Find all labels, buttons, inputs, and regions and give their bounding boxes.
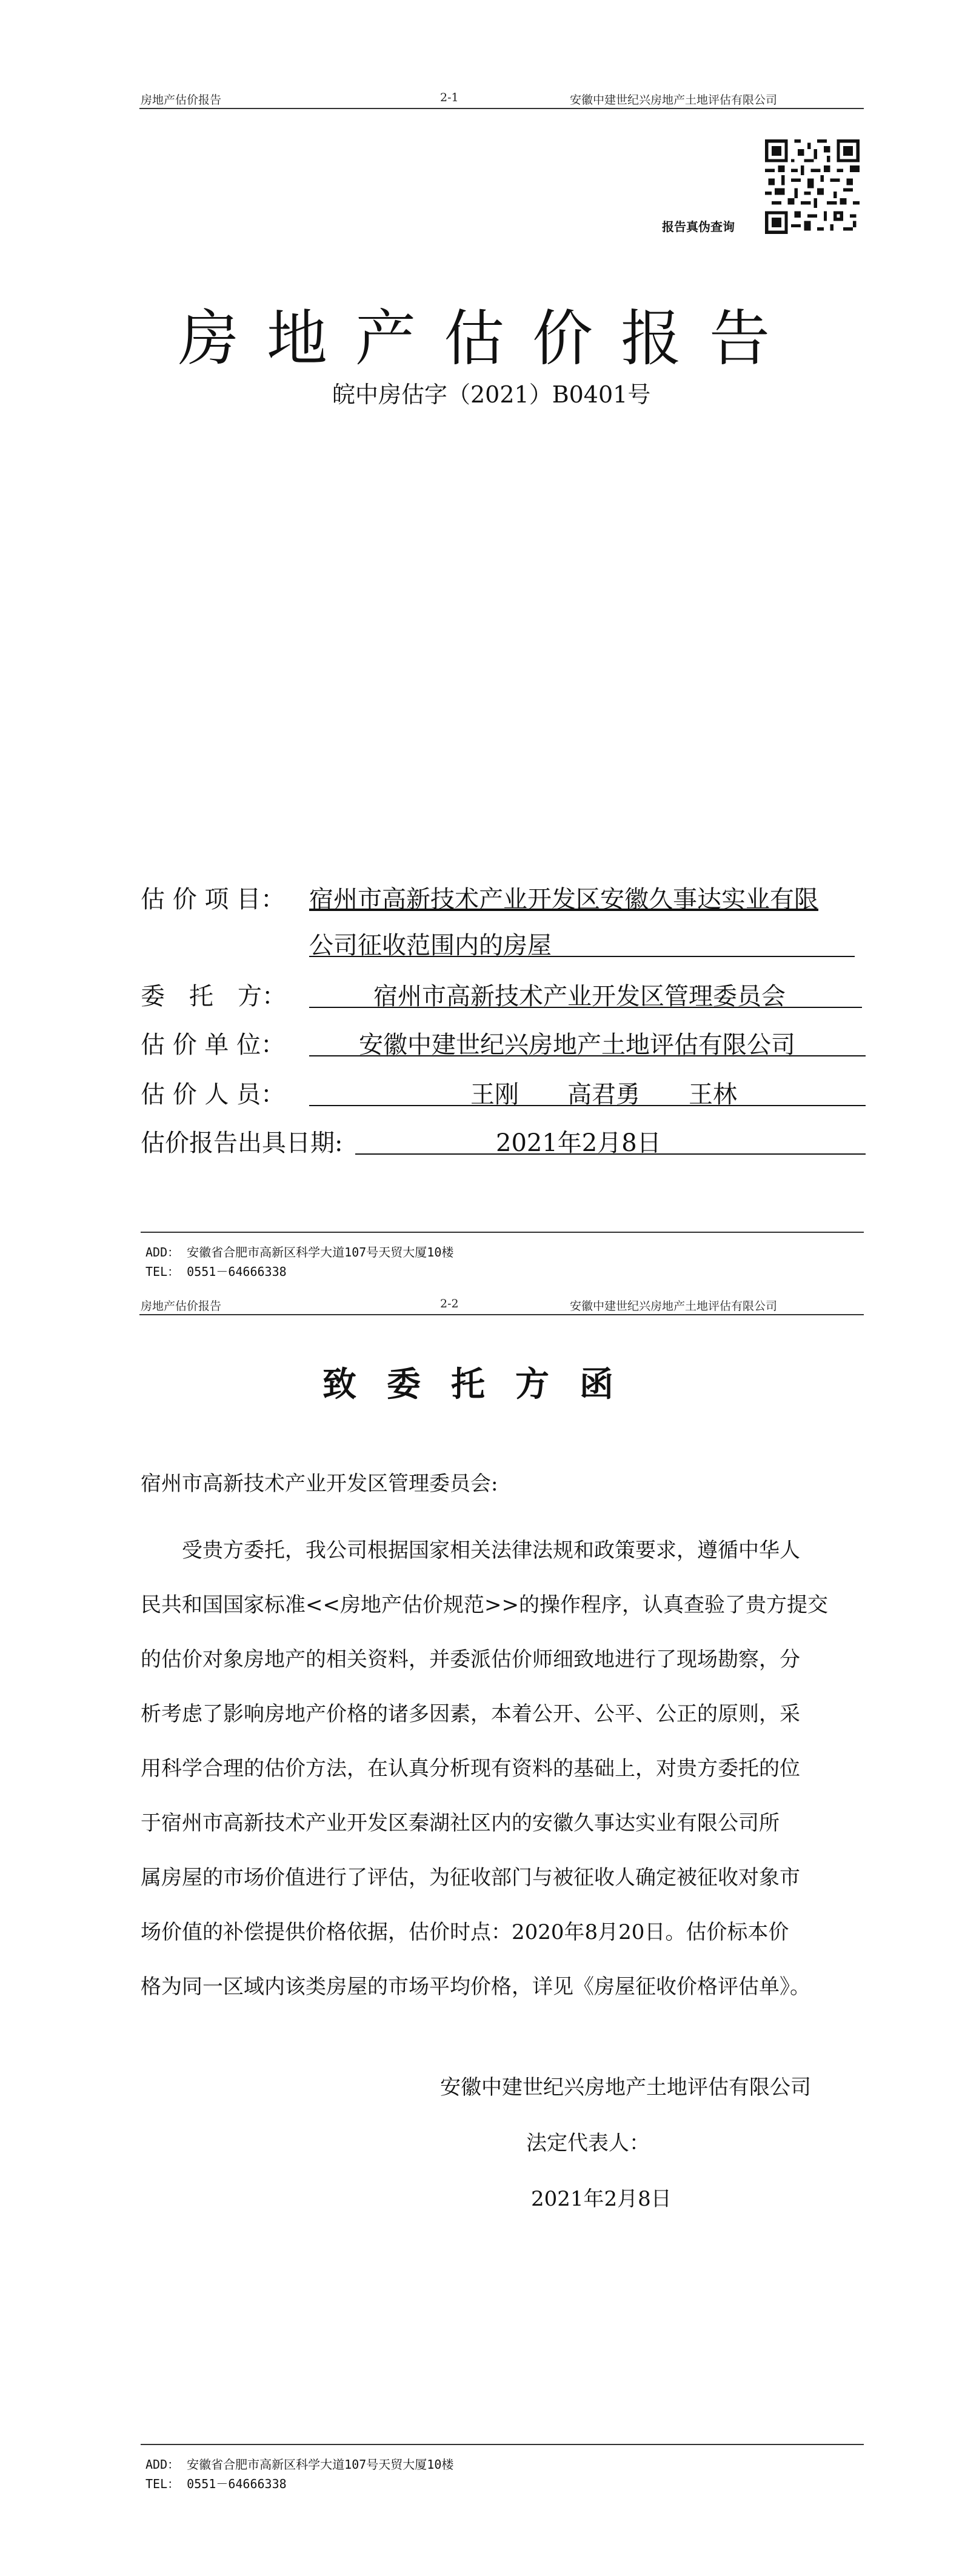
body-line: 格为同一区域内该类房屋的市场平均价格，详见《房屋征收价格评估单》。 [141,1975,810,1999]
project-value-line1: 宿州市高新技术产业开发区安徽久事达实业有限 [309,886,818,913]
client-value: 宿州市高新技术产业开发区管理委员会 [373,983,786,1010]
appraisers-label: 估 价 人 员： [141,1081,286,1109]
signature-representative: 法定代表人： [526,2131,650,2155]
client-label: 委 托 方： [141,983,286,1010]
date-value: 2021年2月8日 [496,1129,661,1157]
header-left: 房地产估价报告 [141,93,222,107]
header-rule [139,108,864,109]
unit-value: 安徽中建世纪兴房地产土地评估有限公司 [359,1031,795,1059]
body-line: 属房屋的市场价值进行了评估，为征收部门与被征收人确定被征收对象市 [141,1866,800,1890]
header-rule [139,1314,864,1315]
project-value-line2: 公司征收范围内的房屋 [309,932,552,959]
appraisers-underline [309,1105,866,1106]
appraisers-value: 王刚 高君勇 王林 [470,1081,737,1109]
report-title: 房地产估价报告 [178,303,798,374]
footer-tel: TEL： 0551－64666338 [145,1264,287,1279]
body-line: 析考虑了影响房地产价格的诸多因素，本着公开、公平、公正的原则，采 [141,1702,800,1726]
report-number: 皖中房估字（2021）B0401号 [332,381,651,408]
date-underline [355,1153,866,1155]
header-right: 安徽中建世纪兴房地产土地评估有限公司 [570,1300,778,1313]
client-underline [309,1007,862,1008]
header-right: 安徽中建世纪兴房地产土地评估有限公司 [570,93,778,107]
header-page-number: 2-2 [440,1297,459,1310]
body-line: 于宿州市高新技术产业开发区秦湖社区内的安徽久事达实业有限公司所 [141,1811,780,1835]
qr-caption: 报告真伪查询 [662,219,735,234]
footer-tel: TEL： 0551－64666338 [145,2477,287,2491]
project-underline [309,956,855,957]
unit-underline [309,1055,866,1056]
footer-address: ADD： 安徽省合肥市高新区科学大道107号天贸大厦10楼 [145,1245,454,1260]
footer-rule [141,1232,864,1233]
signature-date: 2021年2月8日 [531,2187,672,2211]
footer-rule [141,2444,864,2445]
body-line: 受贵方委托，我公司根据国家相关法律法规和政策要求，遵循中华人 [182,1538,800,1563]
body-line: 用科学合理的估价方法，在认真分析现有资料的基础上，对贵方委托的位 [141,1757,800,1781]
header-left: 房地产估价报告 [141,1300,222,1313]
letter-title: 致委托方函 [322,1364,644,1404]
signature-company: 安徽中建世纪兴房地产土地评估有限公司 [440,2075,811,2100]
header-page-number: 2-1 [440,91,459,104]
unit-label: 估 价 单 位： [141,1031,286,1059]
letter-salutation: 宿州市高新技术产业开发区管理委员会: [141,1472,498,1496]
project-label: 估 价 项 目： [141,886,286,913]
body-line: 的估价对象房地产的相关资料，并委派估价师细致地进行了现场勘察，分 [141,1647,800,1672]
qr-code-icon[interactable] [765,139,860,236]
body-line: 场价值的补偿提供价格依据，估价时点：2020年8月20日。估价标本价 [141,1920,789,1944]
date-label: 估价报告出具日期: [141,1129,343,1157]
body-line: 民共和国国家标准<<房地产估价规范>>的操作程序，认真查验了贵方提交 [141,1593,828,1617]
footer-address: ADD： 安徽省合肥市高新区科学大道107号天贸大厦10楼 [145,2457,454,2472]
